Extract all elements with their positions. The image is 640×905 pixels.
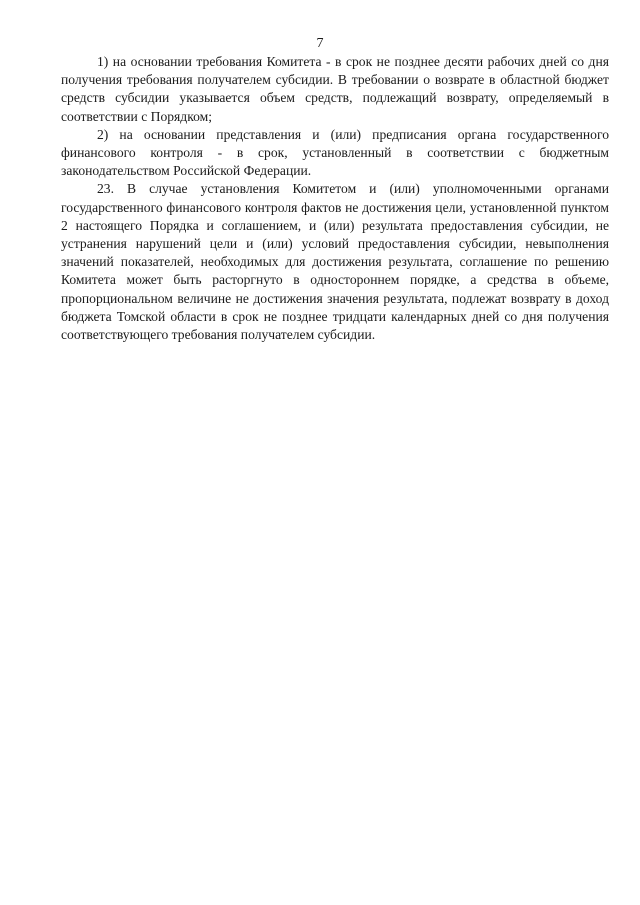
paragraph-item-23: 23. В случае установления Комитетом и (или) уполномоченными органами государственного финансового контроля фактов не достижения цели, установленной пунктом 2 настоящего Порядка и соглашением, и (или) результата предоставления субсидии, не устранения нарушений цели и (или) условий предоставления субсидии, невыполнения значений показателей, необходимых для достижения результата, соглашение по решению Комитета может быть расторгнуто в одностороннем порядке, а средства в объеме, пропорциональном величине не достижения значения результата, подлежат возврату в доход бюджета Томской области в срок не позднее тридцати календарных дней со дня получения соответствующего требования получателем субсидии. bbox=[61, 181, 609, 343]
page-number: 7 bbox=[316, 36, 324, 51]
document-body bbox=[61, 53, 609, 344]
paragraph-item-1: 1) на основании требования Комитета - в срок не позднее десяти рабочих дней со дня получения требования получателем субсидии. В требовании о возврате в областной бюджет средств субсидии указывается объем средств, подлежащий возврату, определяемый в соответствии с Порядком; bbox=[61, 54, 609, 124]
paragraph-item-2: 2) на основании представления и (или) предписания органа государственного финансового контроля - в срок, установленный в соответствии с бюджетным законодательством Российской Федерации. bbox=[61, 126, 609, 179]
